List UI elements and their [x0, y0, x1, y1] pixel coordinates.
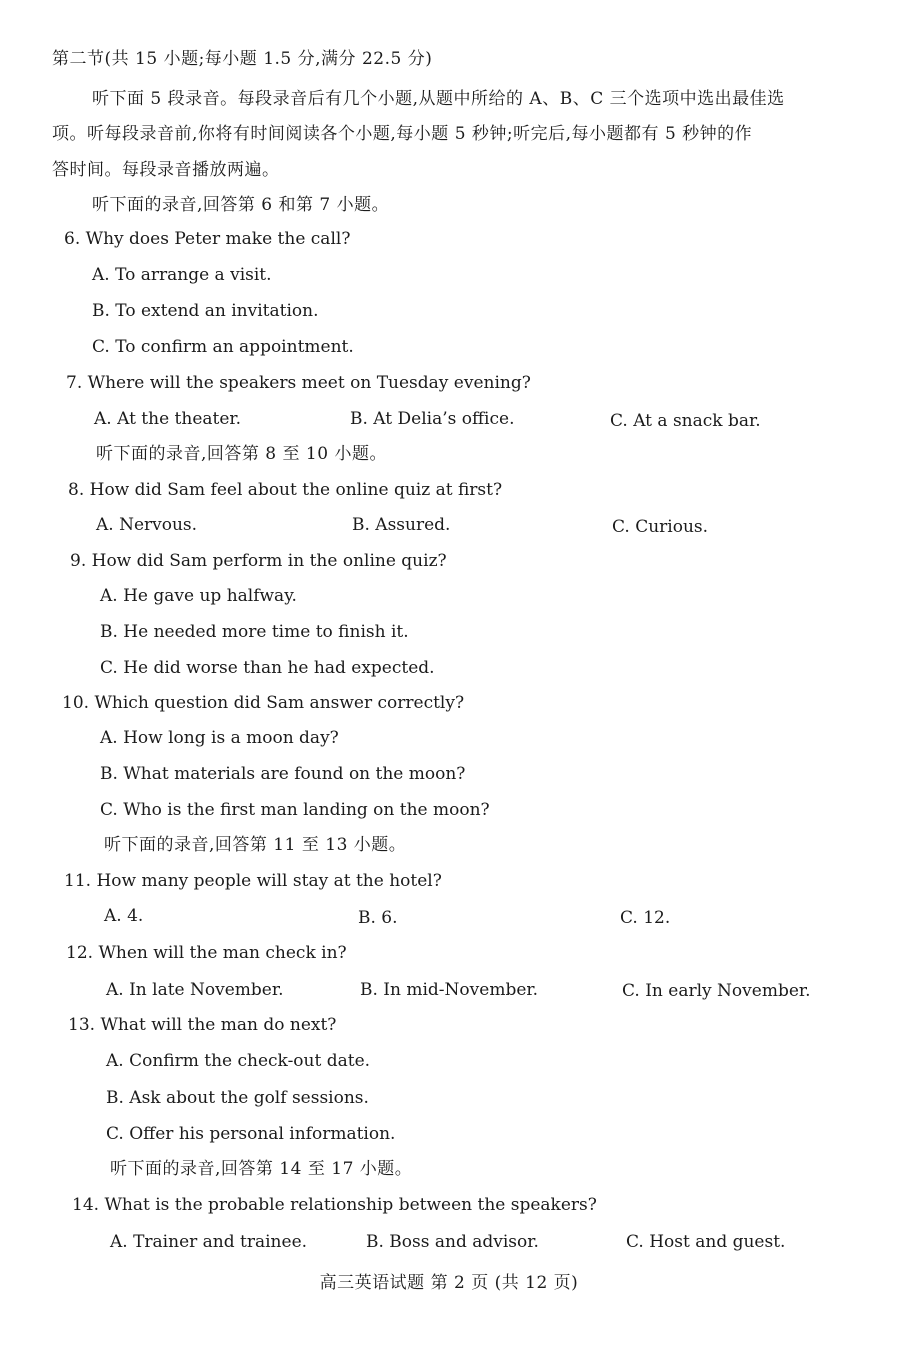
question-7-option-b: B. At Delia’s office.: [350, 409, 515, 429]
question-7-option-c: C. At a snack bar.: [610, 411, 761, 431]
question-12-option-b: B. In mid-November.: [360, 980, 539, 1000]
listening-prompt-14-17: 听下面的录音,回答第 14 至 17 小题。: [110, 1159, 413, 1179]
question-7-option-a: A. At the theater.: [94, 409, 242, 429]
question-10-option-b: B. What materials are found on the moon?: [100, 764, 466, 784]
question-12-option-c: C. In early November.: [622, 981, 811, 1001]
listening-prompt-11-13: 听下面的录音,回答第 11 至 13 小题。: [104, 835, 407, 855]
question-8-option-b: B. Assured.: [352, 515, 451, 535]
question-11-option-b: B. 6.: [358, 908, 398, 928]
question-6-option-c: C. To confirm an appointment.: [92, 337, 354, 357]
question-13-option-c: C. Offer his personal information.: [106, 1124, 396, 1144]
question-14-stem: 14. What is the probable relationship between the speakers?: [72, 1195, 597, 1215]
question-11-option-a: A. 4.: [104, 906, 144, 926]
question-12-option-a: A. In late November.: [106, 980, 284, 1000]
instruction-line-2: 项。听每段录音前,你将有时间阅读各个小题,每小题 5 秒钟;听完后,每小题都有 5 秒钟的作: [52, 124, 753, 144]
question-9-option-a: A. He gave up halfway.: [100, 586, 297, 606]
question-11-option-c: C. 12.: [620, 908, 671, 928]
question-8-stem: 8. How did Sam feel about the online quiz at first?: [68, 480, 503, 500]
instruction-line-1: 听下面 5 段录音。每段录音后有几个小题,从题中所给的 A、B、C 三个选项中选出最佳选: [92, 89, 785, 109]
listening-prompt-6-7: 听下面的录音,回答第 6 和第 7 小题。: [92, 195, 390, 215]
question-13-stem: 13. What will the man do next?: [68, 1015, 337, 1035]
question-9-option-b: B. He needed more time to finish it.: [100, 622, 409, 642]
question-9-option-c: C. He did worse than he had expected.: [100, 658, 435, 678]
question-10-option-c: C. Who is the first man landing on the moon?: [100, 800, 490, 820]
question-9-stem: 9. How did Sam perform in the online quiz?: [70, 551, 447, 571]
question-8-option-a: A. Nervous.: [96, 515, 198, 535]
question-12-stem: 12. When will the man check in?: [66, 943, 347, 963]
question-10-option-a: A. How long is a moon day?: [100, 728, 339, 748]
question-10-stem: 10. Which question did Sam answer correctly?: [62, 693, 465, 713]
question-6-option-b: B. To extend an invitation.: [92, 301, 319, 321]
question-13-option-b: B. Ask about the golf sessions.: [106, 1088, 369, 1108]
question-14-option-b: B. Boss and advisor.: [366, 1232, 539, 1252]
question-8-option-c: C. Curious.: [612, 517, 709, 537]
question-6-stem: 6. Why does Peter make the call?: [64, 229, 351, 249]
question-13-option-a: A. Confirm the check-out date.: [106, 1051, 371, 1071]
question-14-option-c: C. Host and guest.: [626, 1232, 786, 1252]
question-6-option-a: A. To arrange a visit.: [92, 265, 272, 285]
section-header: 第二节(共 15 小题;每小题 1.5 分,满分 22.5 分): [52, 49, 433, 69]
question-7-stem: 7. Where will the speakers meet on Tuesday evening?: [66, 373, 531, 393]
page-footer: 高三英语试题 第 2 页 (共 12 页): [319, 1273, 579, 1293]
instruction-line-3: 答时间。每段录音播放两遍。: [52, 160, 280, 180]
question-14-option-a: A. Trainer and trainee.: [110, 1232, 308, 1252]
listening-prompt-8-10: 听下面的录音,回答第 8 至 10 小题。: [96, 444, 387, 464]
question-11-stem: 11. How many people will stay at the hotel?: [64, 871, 442, 891]
